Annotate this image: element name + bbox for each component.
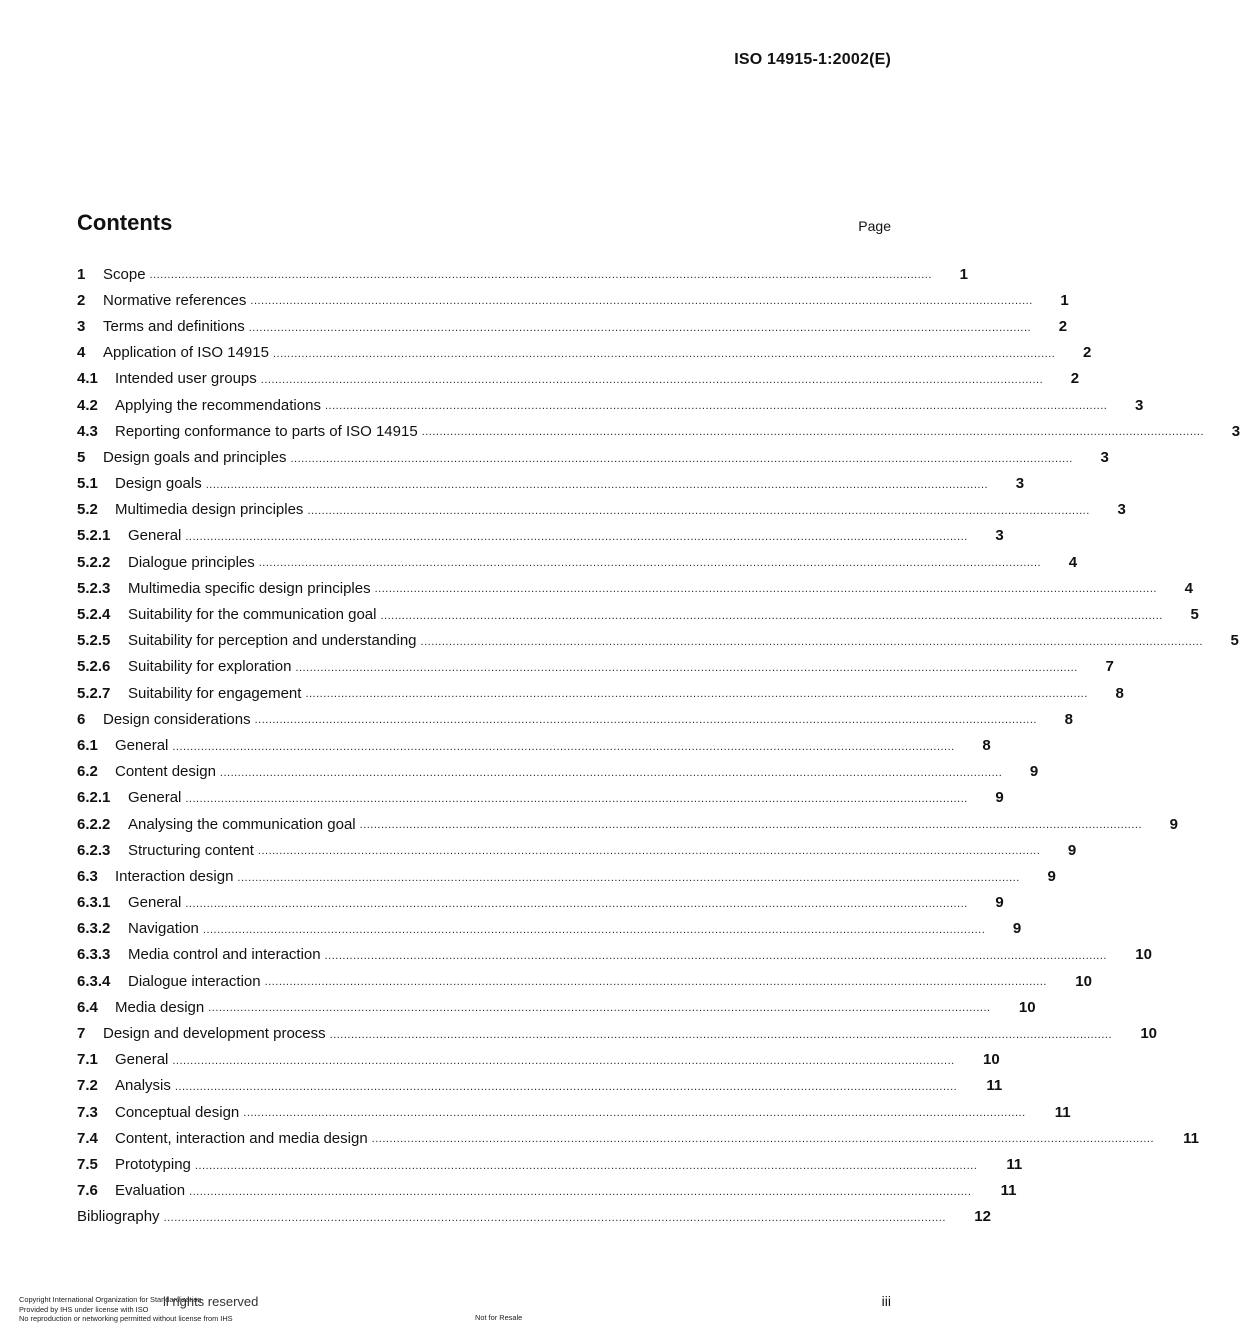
- toc-entry-title[interactable]: Interaction design: [115, 867, 234, 885]
- toc-entry-title[interactable]: Dialogue interaction: [128, 972, 261, 990]
- toc-entry[interactable]: [77, 366, 1080, 392]
- toc-entry[interactable]: [77, 575, 1193, 601]
- toc-entry-title[interactable]: Design considerations: [103, 710, 251, 728]
- toc-entry-title[interactable]: Prototyping: [115, 1155, 191, 1173]
- toc-entry-number: 6.3.3: [77, 946, 111, 964]
- toc-entry-page: 7: [1105, 658, 1114, 676]
- toc-entry-number: 5.2.5: [77, 632, 111, 650]
- toc-entry-page: 10: [1018, 998, 1036, 1016]
- toc-entry-number: 6.2.1: [77, 789, 111, 807]
- toc-entry[interactable]: [77, 1020, 1157, 1046]
- toc-entry-page: 3: [1231, 422, 1240, 440]
- toc-entry[interactable]: [77, 968, 1092, 994]
- dot-leader: ............................................................................................................................................................................................................................: [272, 347, 1056, 360]
- toc-entry-title[interactable]: Analysis: [115, 1077, 171, 1095]
- toc-entry-title[interactable]: General: [115, 1051, 169, 1069]
- toc-entry-number: 4.2: [77, 396, 98, 414]
- toc-entry-number: 7.3: [77, 1103, 98, 1121]
- toc-entry-number: 5: [77, 448, 86, 466]
- document-id: ISO 14915-1:2002(E): [734, 51, 891, 68]
- dot-leader: ............................................................................................................................................................................................................................: [371, 1133, 1155, 1146]
- toc-entry[interactable]: [77, 601, 1199, 627]
- toc-entry-number: 6.4: [77, 998, 98, 1016]
- dot-leader: ............................................................................................................................................................................................................................: [380, 609, 1163, 622]
- toc-entry-page: 9: [1012, 920, 1022, 938]
- toc-entry-number: 5.2.2: [77, 553, 111, 571]
- dot-leader: ............................................................................................................................................................................................................................: [359, 819, 1142, 832]
- toc-entry-number: 6.3.1: [77, 894, 111, 912]
- toc-entry-page: 4: [1184, 579, 1193, 597]
- toc-entry[interactable]: [77, 759, 1039, 785]
- toc-entry-number: 6.2.3: [77, 841, 111, 859]
- toc-entry-title[interactable]: Design goals and principles: [103, 448, 287, 466]
- toc-entry-page: 9: [1169, 815, 1178, 833]
- dot-leader: ............................................................................................................................................................................................................................: [254, 714, 1037, 727]
- toc-entry-page: 10: [1140, 1025, 1157, 1043]
- toc-entry-title[interactable]: General: [128, 789, 182, 807]
- rights-reserved: ll rights reserved: [163, 1294, 259, 1309]
- dot-leader: ............................................................................................................................................................................................................................: [219, 766, 1003, 779]
- dot-leader: ............................................................................................................................................................................................................................: [250, 295, 1033, 308]
- dot-leader: ............................................................................................................................................................................................................................: [324, 400, 1108, 413]
- toc-entry-number: 2: [77, 291, 86, 309]
- toc-entry[interactable]: [77, 392, 1144, 418]
- toc-entry-number: 3: [77, 317, 86, 335]
- toc-entry-page: 9: [1067, 841, 1077, 859]
- toc-entry-title[interactable]: Evaluation: [115, 1182, 186, 1200]
- toc-entry-title[interactable]: Structuring content: [128, 841, 254, 859]
- toc-entry-title[interactable]: Design goals: [115, 475, 202, 493]
- dot-leader: ............................................................................................................................................................................................................................: [420, 635, 1203, 648]
- toc-entry[interactable]: [77, 732, 991, 758]
- dot-leader: ............................................................................................................................................................................................................................: [185, 531, 968, 544]
- toc-entry-number: 6: [77, 710, 86, 728]
- toc-entry[interactable]: [77, 680, 1124, 706]
- license-line: No reproduction or networking permitted without license from IHS: [19, 1314, 233, 1323]
- toc-entry-page: 3: [995, 527, 1004, 545]
- toc-entry-page: 11: [986, 1077, 1003, 1095]
- toc-entry[interactable]: [77, 1151, 1023, 1177]
- toc-entry-page: 1: [1060, 291, 1069, 309]
- toc-entry-number: 4.3: [77, 422, 98, 440]
- toc-entry-number: 7.4: [77, 1129, 98, 1147]
- toc-entry[interactable]: [77, 706, 1073, 732]
- toc-entry-number: 1: [77, 265, 86, 283]
- toc-entry-number: 7.2: [77, 1077, 98, 1095]
- toc-entry-title[interactable]: Suitability for engagement: [128, 684, 302, 702]
- toc-entry[interactable]: [77, 444, 1109, 470]
- toc-entry-page: 3: [1015, 475, 1025, 493]
- toc-entry-page: 10: [983, 1051, 1000, 1069]
- toc-entry-number: 7.5: [77, 1155, 98, 1173]
- toc-entry[interactable]: [77, 942, 1152, 968]
- toc-entry-page: 2: [1070, 370, 1080, 388]
- dot-leader: ............................................................................................................................................................................................................................: [185, 792, 968, 805]
- dot-leader: ............................................................................................................................................................................................................................: [264, 976, 1047, 989]
- table-of-contents: [77, 261, 1240, 1230]
- toc-entry[interactable]: [77, 1204, 991, 1230]
- toc-entry[interactable]: [77, 471, 1025, 497]
- dot-leader: ............................................................................................................................................................................................................................: [257, 845, 1041, 858]
- toc-entry-page: 8: [1115, 684, 1124, 702]
- toc-entry[interactable]: [77, 811, 1178, 837]
- toc-entry-page: 8: [982, 736, 991, 754]
- toc-entry[interactable]: [77, 549, 1078, 575]
- toc-entry-page: 3: [1134, 396, 1144, 414]
- toc-entry-title[interactable]: Suitability for exploration: [128, 658, 292, 676]
- toc-entry-title[interactable]: Content, interaction and media design: [115, 1129, 368, 1147]
- toc-entry[interactable]: [77, 890, 1004, 916]
- dot-leader: ............................................................................................................................................................................................................................: [174, 1081, 958, 1093]
- dot-leader: ............................................................................................................................................................................................................................: [248, 321, 1032, 334]
- toc-entry[interactable]: [77, 863, 1056, 889]
- toc-entry-page: 10: [1135, 946, 1152, 964]
- toc-entry-number: 5.1: [77, 475, 98, 493]
- toc-entry-title[interactable]: Media control and interaction: [128, 946, 321, 964]
- toc-entry-title[interactable]: General: [128, 527, 182, 545]
- toc-entry[interactable]: [77, 340, 1092, 366]
- toc-entry-number: 4.1: [77, 370, 98, 388]
- toc-entry-title[interactable]: Terms and definitions: [103, 317, 245, 335]
- toc-entry-page: 12: [974, 1208, 991, 1226]
- toc-entry-page: 9: [1029, 763, 1039, 781]
- toc-entry-page: 11: [1054, 1103, 1071, 1121]
- dot-leader: ............................................................................................................................................................................................................................: [205, 478, 989, 491]
- toc-entry[interactable]: [77, 1073, 1003, 1099]
- dot-leader: ............................................................................................................................................................................................................................: [172, 740, 955, 753]
- toc-entry[interactable]: [77, 418, 1240, 444]
- toc-entry-number: 6.3.4: [77, 972, 111, 990]
- toc-entry[interactable]: [77, 785, 1004, 811]
- page-number: iii: [881, 1293, 891, 1309]
- toc-entry-number: 5.2: [77, 501, 98, 519]
- dot-leader: ............................................................................................................................................................................................................................: [305, 688, 1088, 701]
- toc-entry-title[interactable]: Navigation: [128, 920, 199, 938]
- toc-entry[interactable]: [77, 313, 1068, 339]
- toc-entry-page: 3: [1117, 501, 1126, 519]
- dot-leader: ............................................................................................................................................................................................................................: [208, 1002, 991, 1015]
- toc-entry-title[interactable]: Design and development process: [103, 1025, 326, 1043]
- toc-entry-title[interactable]: Applying the recommendations: [115, 396, 321, 414]
- toc-entry-page: 8: [1064, 710, 1073, 728]
- dot-leader: ............................................................................................................................................................................................................................: [172, 1054, 955, 1067]
- toc-entry[interactable]: [77, 916, 1022, 942]
- dot-leader: ............................................................................................................................................................................................................................: [295, 662, 1078, 674]
- toc-entry-title[interactable]: Suitability for the communication goal: [128, 606, 377, 624]
- dot-leader: ............................................................................................................................................................................................................................: [194, 1159, 978, 1172]
- toc-entry-title[interactable]: Normative references: [103, 291, 247, 309]
- toc-entry-number: 5.2.4: [77, 606, 111, 624]
- toc-entry-page: 5: [1230, 632, 1239, 650]
- toc-entry-page: 11: [1000, 1182, 1017, 1200]
- toc-entry-title[interactable]: Suitability for perception and understanding: [128, 632, 417, 650]
- toc-entry-title[interactable]: Application of ISO 14915: [103, 344, 269, 362]
- dot-leader: ............................................................................................................................................................................................................................: [258, 557, 1042, 570]
- toc-entry-title[interactable]: Content design: [115, 763, 216, 781]
- toc-entry-number: 4: [77, 344, 86, 362]
- toc-entry-number: 6.3.2: [77, 920, 111, 938]
- page-column-label: Page: [858, 218, 891, 234]
- toc-entry-number: 5.2.6: [77, 658, 111, 676]
- not-for-resale: Not for Resale: [475, 1313, 523, 1322]
- toc-entry-number: 6.3: [77, 867, 98, 885]
- toc-entry-page: 9: [995, 894, 1004, 912]
- toc-entry-page: 4: [1068, 553, 1078, 571]
- dot-leader: ............................................................................................................................................................................................................................: [260, 373, 1044, 386]
- toc-entry-page: 3: [1100, 448, 1109, 466]
- toc-entry-number: 5.2.3: [77, 579, 111, 597]
- toc-entry-title[interactable]: Intended user groups: [115, 370, 257, 388]
- toc-entry-number: 7.1: [77, 1051, 98, 1069]
- toc-entry-number: 6.1: [77, 736, 98, 754]
- dot-leader: ............................................................................................................................................................................................................................: [290, 452, 1073, 465]
- toc-entry[interactable]: [77, 1178, 1017, 1204]
- toc-entry-page: 11: [1006, 1155, 1023, 1173]
- toc-entry[interactable]: [77, 287, 1069, 313]
- toc-entry[interactable]: [77, 994, 1036, 1020]
- toc-entry-page: 2: [1082, 344, 1092, 362]
- dot-leader: ............................................................................................................................................................................................................................: [421, 426, 1205, 439]
- toc-entry[interactable]: [77, 497, 1126, 523]
- toc-entry-page: 1: [959, 265, 968, 283]
- toc-entry-title[interactable]: Analysing the communication goal: [128, 815, 356, 833]
- toc-entry-page: 9: [995, 789, 1004, 807]
- contents-heading: Contents: [77, 210, 173, 235]
- toc-entry-page: 5: [1190, 606, 1199, 624]
- dot-leader: ............................................................................................................................................................................................................................: [374, 583, 1157, 596]
- toc-entry-title[interactable]: General: [115, 736, 169, 754]
- dot-leader: ............................................................................................................................................................................................................................: [243, 1107, 1026, 1120]
- dot-leader: ............................................................................................................................................................................................................................: [149, 269, 932, 282]
- toc-entry-title[interactable]: Scope: [103, 265, 146, 283]
- toc-entry[interactable]: [77, 261, 968, 287]
- toc-entry-title[interactable]: Multimedia specific design principles: [128, 579, 371, 597]
- toc-entry-title[interactable]: Bibliography: [77, 1208, 160, 1226]
- toc-entry-title[interactable]: Reporting conformance to parts of ISO 14915: [115, 422, 418, 440]
- toc-entry[interactable]: [77, 523, 1004, 549]
- toc-entry-number: 6.2: [77, 763, 98, 781]
- toc-entry[interactable]: [77, 837, 1077, 863]
- toc-entry-number: 6.2.2: [77, 815, 111, 833]
- toc-entry-title[interactable]: Dialogue principles: [128, 553, 255, 571]
- toc-entry-number: 7.6: [77, 1182, 98, 1200]
- toc-entry-title[interactable]: General: [128, 894, 182, 912]
- toc-entry-title[interactable]: Conceptual design: [115, 1103, 240, 1121]
- toc-entry[interactable]: [77, 1125, 1200, 1151]
- toc-entry-number: 5.2.1: [77, 527, 111, 545]
- provider-line: Provided by IHS under license with ISO: [19, 1304, 149, 1314]
- toc-entry[interactable]: [77, 1047, 1000, 1073]
- toc-entry-page: 11: [1183, 1129, 1200, 1147]
- dot-leader: ............................................................................................................................................................................................................................: [202, 923, 986, 936]
- toc-entry-title[interactable]: Media design: [115, 998, 205, 1016]
- toc-entry-page: 2: [1058, 317, 1068, 335]
- toc-entry-page: 10: [1075, 972, 1092, 990]
- toc-entry[interactable]: [77, 628, 1239, 654]
- toc-entry[interactable]: [77, 654, 1114, 680]
- dot-leader: ............................................................................................................................................................................................................................: [329, 1028, 1112, 1041]
- toc-entry-title[interactable]: Multimedia design principles: [115, 501, 304, 519]
- dot-leader: ............................................................................................................................................................................................................................: [324, 950, 1107, 963]
- dot-leader: ............................................................................................................................................................................................................................: [163, 1211, 946, 1224]
- toc-entry[interactable]: [77, 1099, 1071, 1125]
- copyright-line: Copyright International Organization for Standardization: [19, 1295, 202, 1304]
- dot-leader: ............................................................................................................................................................................................................................: [185, 897, 968, 910]
- dot-leader: ............................................................................................................................................................................................................................: [237, 871, 1020, 884]
- toc-entry-page: 9: [1047, 867, 1056, 885]
- toc-entry-number: 5.2.7: [77, 684, 111, 702]
- dot-leader: ............................................................................................................................................................................................................................: [189, 1185, 972, 1198]
- dot-leader: ............................................................................................................................................................................................................................: [307, 504, 1090, 517]
- toc-entry-number: 7: [77, 1025, 86, 1043]
